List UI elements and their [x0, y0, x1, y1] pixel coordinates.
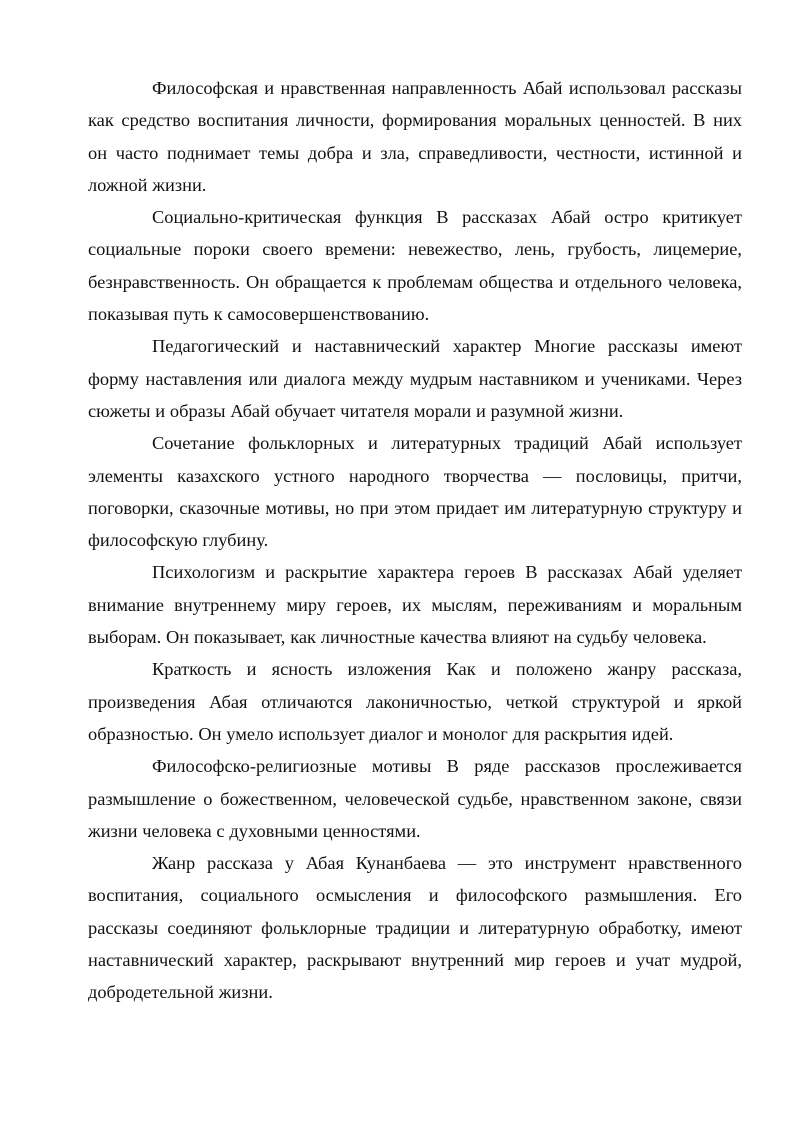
document-body: [88, 72, 742, 1009]
paragraph-conclusion: Жанр рассказа у Абая Кунанбаева — это инструмент нравственного воспитания, социального осмысления и философского размышления. Его рассказы соединяют фольклорные традиции и литературную обработку, имеют наставнический характер, раскрывают внутренний мир героев и учат мудрой, добродетельной жизни.: [88, 853, 742, 1003]
paragraph-philosophical-religious: Философско-религиозные мотивы В ряде рассказов прослеживается размышление о божественном, человеческой судьбе, нравственном законе, связи жизни человека с духовными ценностями.: [88, 756, 742, 841]
paragraph-psychologism: Психологизм и раскрытие характера героев В рассказах Абай уделяет внимание внутреннему миру героев, их мыслям, переживаниям и моральным выборам. Он показывает, как личностные качества влияют на судьбу человека.: [88, 562, 742, 648]
paragraph-social-critical: Социально-критическая функция В рассказах Абай остро критикует социальные пороки своего времени: невежество, лень, грубость, лицемерие, безнравственность. Он обращается к проблемам общества и отдельного человека, показывая путь к самосовершенствованию.: [88, 207, 742, 325]
paragraph-philosophical-moral: Философская и нравственная направленность Абай использовал рассказы как средство воспитания личности, формирования моральных ценностей. В них он часто поднимает темы добра и зла, справедливости, честности, истинной и ложной жизни.: [88, 78, 742, 195]
paragraph-pedagogical: Педагогический и наставнический характер Многие рассказы имеют форму наставления или диалога между мудрым наставником и учениками. Через сюжеты и образы Абай обучает читателя морали и разумной жизни.: [88, 336, 742, 421]
paragraph-brevity-clarity: Краткость и ясность изложения Как и положено жанру рассказа, произведения Абая отличаются лаконичностью, четкой структурой и яркой образностью. Он умело использует диалог и монолог для раскрытия идей.: [88, 659, 742, 744]
paragraph-folklore-literary: Сочетание фольклорных и литературных традиций Абай использует элементы казахского устного народного творчества — пословицы, притчи, поговорки, сказочные мотивы, но при этом придает им литературную структуру и философскую глубину.: [88, 433, 742, 551]
